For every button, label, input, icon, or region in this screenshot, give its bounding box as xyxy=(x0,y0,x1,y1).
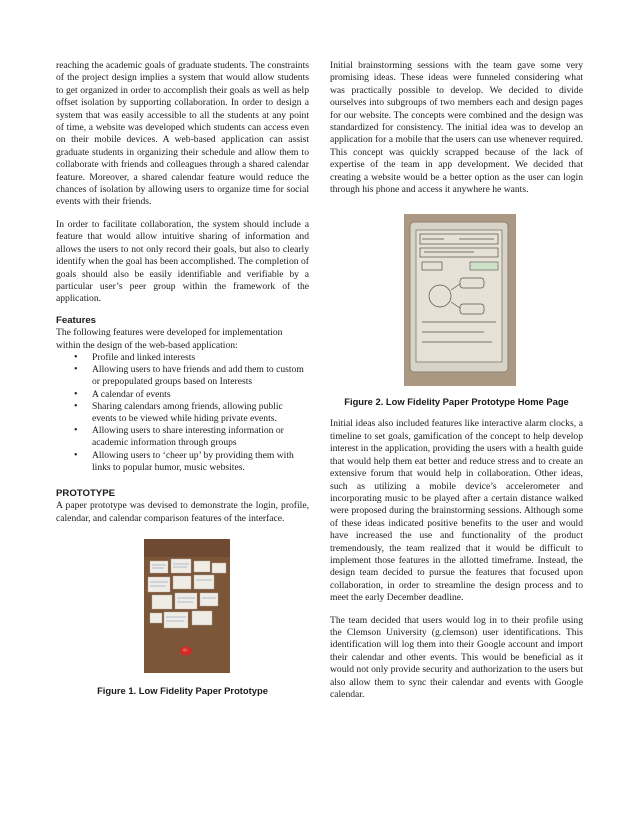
paragraph: Initial brainstorming sessions with the team gave some very promising ideas. These ideas were funneled considering what was practically possible to develop. We decided to divide ourselves into subgroups of two members each and design pages for our website. The concepts were combined and the design was standardized for consistency. The initial idea was to develop an application for a mobile that the users can use whenever required. This concept was quickly scrapped because of the lack of expertise of the team in app development. We decided that creating a website would be a better option as the user can login through his phone and access it anywhere he wants. xyxy=(330,60,583,196)
paragraph: Initial ideas also included features like interactive alarm clocks, a timeline to set goals, gamification of the concept to help develop interest in the application, providing the users with a health guide that would help them eat better and reduce stress and to create an extensive forum that would help in collaboration. Other ideas, such as utilizing a mobile device’s accelerometer and incorporating music to be played after a certain distance walked were proposed during the brainstorming sessions. Although some of these ideas indicated positive benefits to the user and would have increased the use and functionality of the product tremendously, the team realized that it would be difficult to implement those features in the allotted timeframe. Instead, the design team decided to pursue the features that focused upon collaboration, in order to streamline the design process and to meet the early December deadline. xyxy=(330,418,583,604)
features-intro: The following features were developed for implementation within the design of the web-based application: xyxy=(56,327,283,351)
figure-2-caption: Figure 2. Low Fidelity Paper Prototype Home Page xyxy=(344,396,569,408)
right-column xyxy=(330,60,583,701)
paragraph: In order to facilitate collaboration, the system should include a feature that would allow intuitive sharing of information and allows the users to not only record their goals, but also to clearly identify when the goal has been accomplished. The completion of goals should also be easily identifiable and verifiable by a particular user’s peer group within the framework of the application. xyxy=(56,218,309,305)
paragraph: A paper prototype was devised to demonstrate the login, profile, calendar, and calendar comparison features of the interface. xyxy=(56,500,309,524)
paper-prototype-image xyxy=(144,539,230,673)
list-item: • A calendar of events xyxy=(56,389,309,401)
paragraph: The team decided that users would log in to their profile using the Clemson University (g.clemson) user identifications. This identification will log them into their Google account and import their calendar and other events. This would be beneficial as it would not only provide security and authorization to the users but also allow them to sync their calendar and events with Google calendar. xyxy=(330,614,583,700)
list-item: • Allowing users to have friends and add them to custom or prepopulated groups based on Interests xyxy=(56,364,309,388)
list-item: • Profile and linked interests xyxy=(56,352,309,364)
list-item: • Allowing users to ‘cheer up’ by providing them with links to popular humor, music websites. xyxy=(56,450,309,474)
home-page-prototype-photo xyxy=(404,214,516,386)
home-page-prototype-image xyxy=(404,214,516,386)
paragraph: reaching the academic goals of graduate students. The constraints of the project design implies a system that would allow students to get organized in order to accomplish their goals as well as help offset isolation by supporting collaboration. In order to design a system that was easily accessible to all the students at any point of time, a website was developed which students can access even on their mobile devices. A web-based application can assist graduate students in organizing their schedule and allow them to collaborate with friends and colleagues through a shared calendar feature. Moreover, a shared calendar feature would reduce the chances of isolation by allowing users to organize time for social events with their friends. xyxy=(56,60,309,208)
figure-1-caption: Figure 1. Low Fidelity Paper Prototype xyxy=(97,685,268,697)
features-heading: Features xyxy=(56,314,96,326)
paper-prototype-photo xyxy=(144,539,230,673)
list-item: • Sharing calendars among friends, allowing public events to be viewed while hiding private events. xyxy=(56,401,309,425)
list-item: • Allowing users to share interesting information or academic information through groups xyxy=(56,425,309,449)
left-column xyxy=(56,60,309,697)
prototype-heading: PROTOTYPE xyxy=(56,487,115,499)
features-list xyxy=(56,352,309,474)
